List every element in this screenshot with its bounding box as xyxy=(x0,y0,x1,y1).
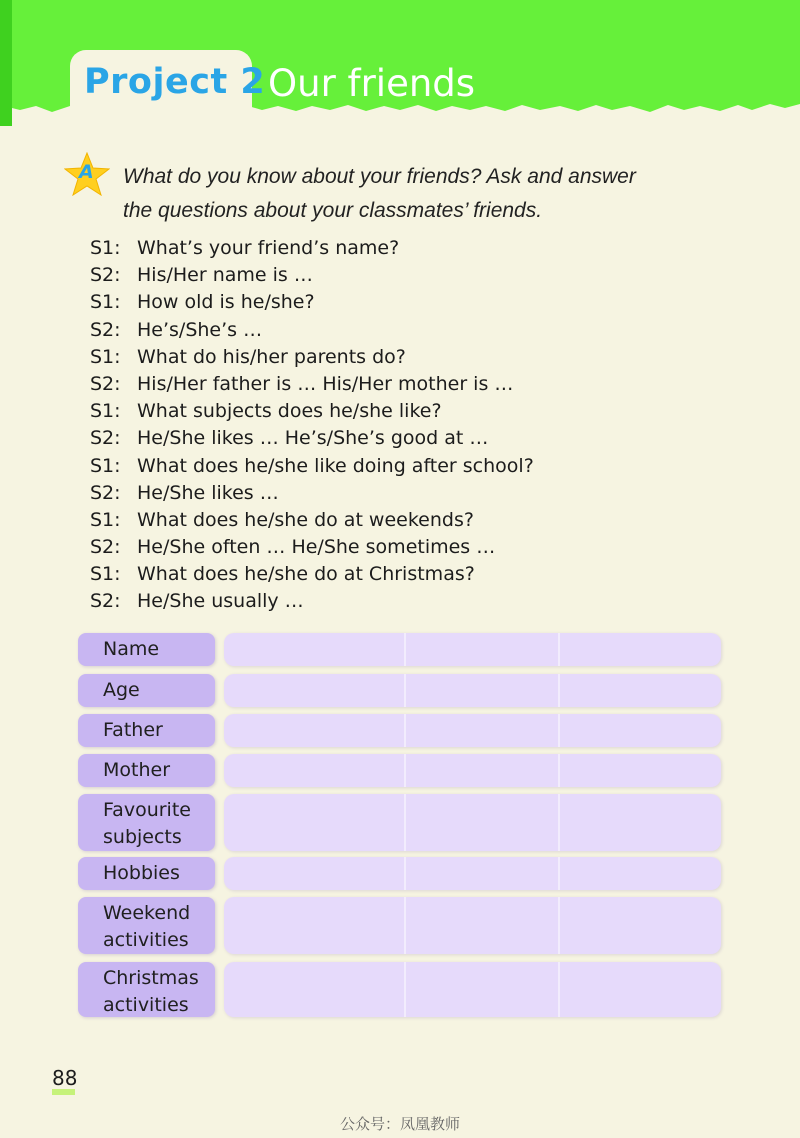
answer-cells[interactable] xyxy=(224,897,721,954)
dialog-line xyxy=(90,262,534,289)
table-row-weekend-activities xyxy=(78,897,723,954)
dialog-line xyxy=(90,425,534,452)
dialog-text: What does he/she like doing after school? xyxy=(137,454,534,477)
dialog-text: He/She often … He/She sometimes … xyxy=(137,536,496,559)
section-marker: A xyxy=(79,161,94,183)
answer-cells[interactable] xyxy=(224,714,721,747)
dialog-text: What does he/she do at Christmas? xyxy=(137,563,475,586)
dialog-text: His/Her father is … His/Her mother is … xyxy=(137,372,514,395)
dialog-line xyxy=(90,289,534,316)
speaker: S2: xyxy=(90,536,121,559)
instruction-line-1: What do you know about your friends? Ask and answer xyxy=(123,165,636,188)
row-label: Age xyxy=(78,674,215,707)
table-row-name xyxy=(78,633,723,666)
row-label: Christmas activities xyxy=(78,962,215,1017)
dialog-text: He/She usually … xyxy=(137,590,304,613)
dialog-line xyxy=(90,398,534,425)
row-label: Weekend activities xyxy=(78,897,215,954)
answer-cells[interactable] xyxy=(224,857,721,890)
page-number: 88 xyxy=(52,1066,78,1090)
table-row-favourite-subjects xyxy=(78,794,723,851)
dialog-line xyxy=(90,507,534,534)
dialog-text: His/Her name is … xyxy=(137,264,313,287)
speaker: S2: xyxy=(90,318,121,341)
speaker: S1: xyxy=(90,345,121,368)
dialog-line xyxy=(90,235,534,262)
dialog-text: What subjects does he/she like? xyxy=(137,400,442,423)
speaker: S1: xyxy=(90,508,121,531)
instruction-text xyxy=(123,160,763,228)
dialog-line xyxy=(90,453,534,480)
dialog-text: He/She likes … xyxy=(137,481,279,504)
dialog-line xyxy=(90,317,534,344)
speaker: S2: xyxy=(90,590,121,613)
dialog-text: He/She likes … He’s/She’s good at … xyxy=(137,427,489,450)
answer-cells[interactable] xyxy=(224,962,721,1017)
speaker: S2: xyxy=(90,372,121,395)
watermark: 公众号：凤凰教师 xyxy=(339,1115,460,1133)
speaker: S2: xyxy=(90,427,121,450)
table-row-age xyxy=(78,674,723,707)
speaker: S1: xyxy=(90,563,121,586)
dialog-line xyxy=(90,344,534,371)
dialog-line xyxy=(90,371,534,398)
answer-cells[interactable] xyxy=(224,754,721,787)
dialog-text: He’s/She’s … xyxy=(137,318,263,341)
dialog-line xyxy=(90,588,534,615)
dialog-text: What does he/she do at weekends? xyxy=(137,508,474,531)
speaker: S1: xyxy=(90,400,121,423)
row-label: Name xyxy=(78,633,215,666)
page-title: Our friends xyxy=(268,62,476,105)
speaker: S1: xyxy=(90,454,121,477)
answer-cells[interactable] xyxy=(224,633,721,666)
dialog-line xyxy=(90,480,534,507)
speaker: S2: xyxy=(90,264,121,287)
table-row-mother xyxy=(78,754,723,787)
row-label: Father xyxy=(78,714,215,747)
header-banner xyxy=(0,0,800,126)
dialog-text: What do his/her parents do? xyxy=(137,345,406,368)
dialog-list xyxy=(90,235,534,616)
table-row-father xyxy=(78,714,723,747)
speaker: S2: xyxy=(90,481,121,504)
dialog-line xyxy=(90,534,534,561)
project-label: Project 2 xyxy=(84,62,266,102)
answer-cells[interactable] xyxy=(224,794,721,851)
dialog-text: What’s your friend’s name? xyxy=(137,237,400,259)
table-row-hobbies xyxy=(78,857,723,890)
row-label: Mother xyxy=(78,754,215,787)
table-row-christmas-activities xyxy=(78,962,723,1017)
speaker: S1: xyxy=(90,237,121,259)
row-label: Favourite subjects xyxy=(78,794,215,851)
answer-cells[interactable] xyxy=(224,674,721,707)
speaker: S1: xyxy=(90,291,121,314)
row-label: Hobbies xyxy=(78,857,215,890)
instruction-line-2: the questions about your classmates’ friends. xyxy=(123,199,543,222)
dialog-line xyxy=(90,561,534,588)
dialog-text: How old is he/she? xyxy=(137,291,315,314)
